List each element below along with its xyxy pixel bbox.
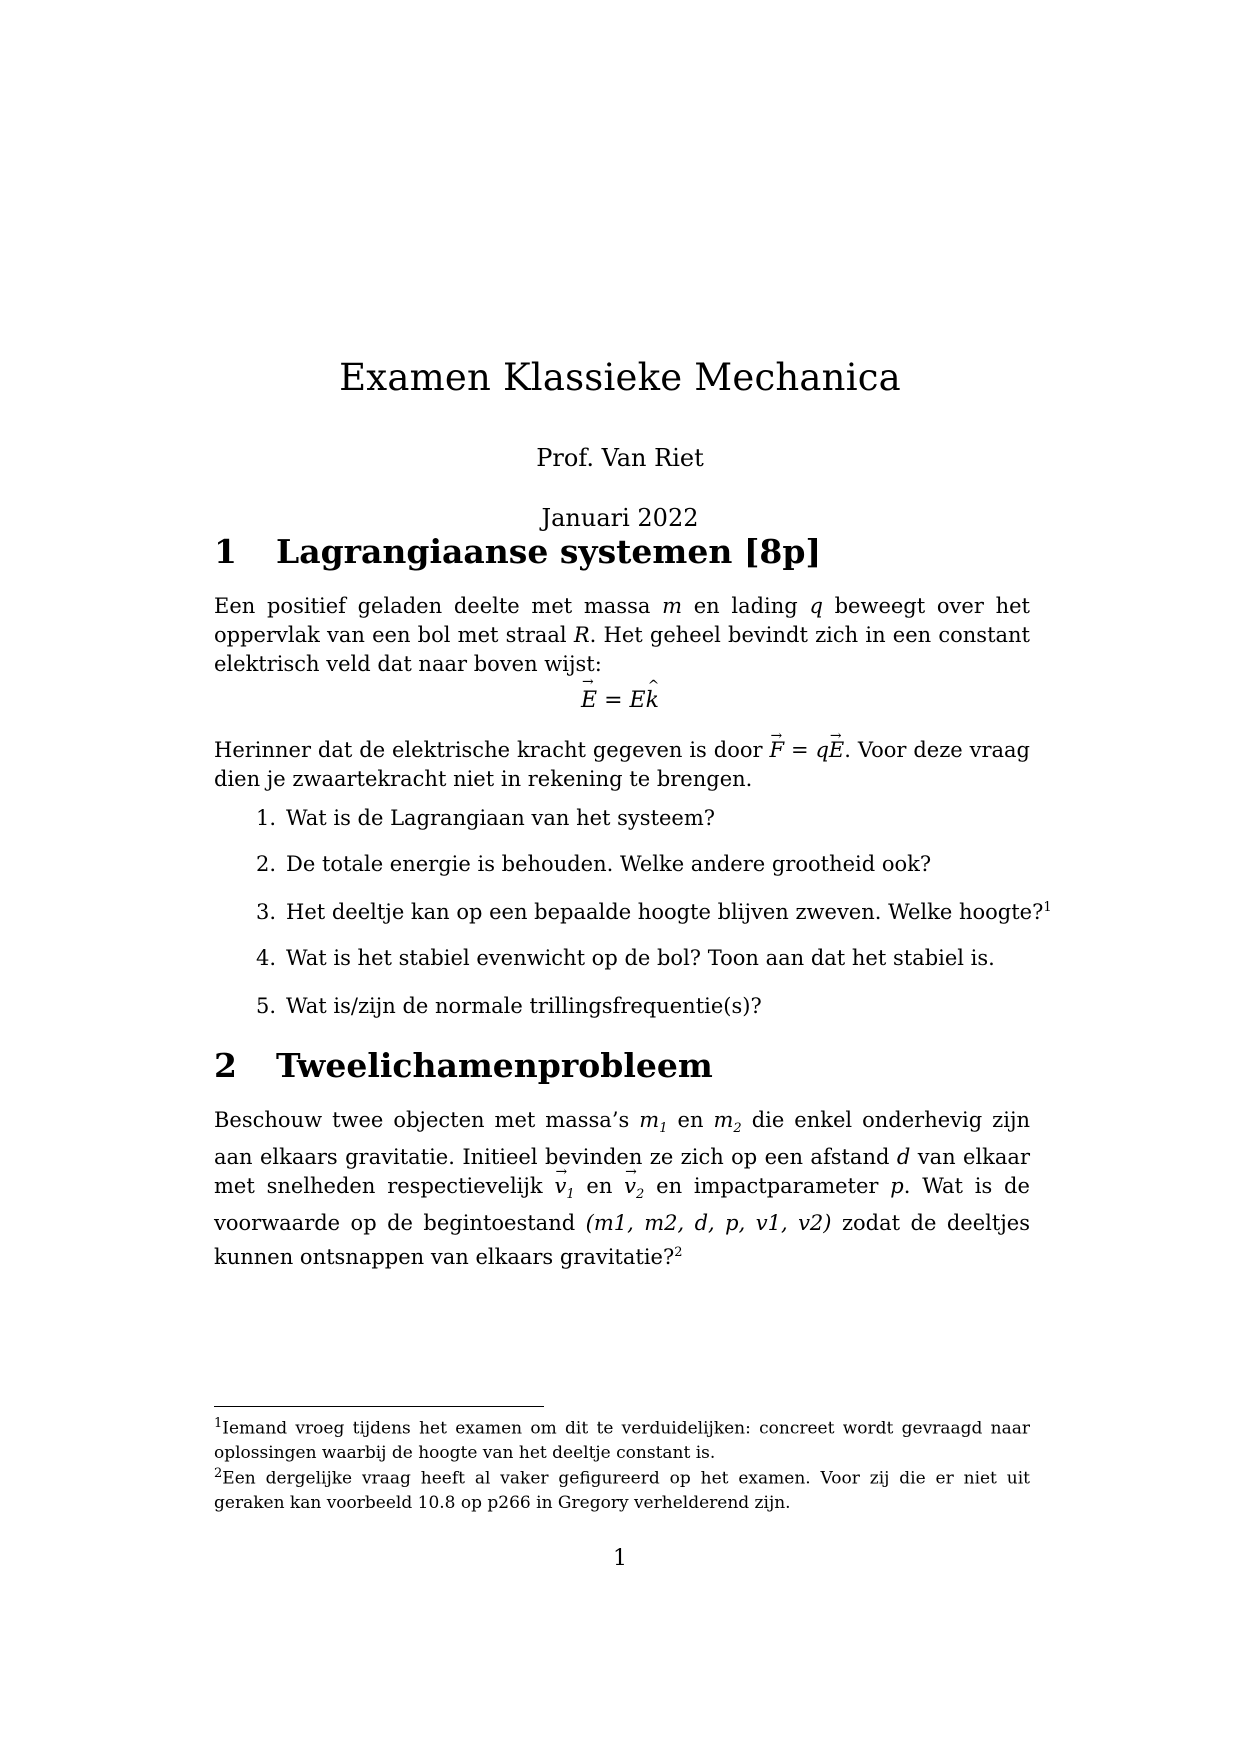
- footnote-ref-2: 2: [674, 1245, 683, 1261]
- question-item: 5. Wat is/zijn de normale trillingsfrequentie(s)?: [255, 994, 762, 1018]
- state-tuple: (m1, m2, d, p, v1, v2): [585, 1211, 832, 1236]
- electric-field-equation: → E = E^ k: [0, 688, 1240, 713]
- question-item: 4. Wat is het stabiel evenwicht op de bol? Toon aan dat het stabiel is.: [255, 946, 995, 970]
- section-1-recall: Herinner dat de elektrische kracht gegeven is door → F = q→ E. Voor deze vraag dien je zwaartekracht niet in rekening te brengen.: [214, 736, 1030, 794]
- question-item: 1. Wat is de Lagrangiaan van het systeem?: [255, 806, 716, 830]
- section-2-body: Beschouw twee objecten met massa’s $m_1$ en $m_2$ die enkel onderhevig zijn aan elkaars gravitatie. Initieel bevinden ze zich op een afstand d van elkaar met snelheden respectievelijk → $v_1$ en → $v_2$ en impactparameter p. Wat is de voorwaarde op de begintoestand (m1, m2, d, p, v1, v2) zodat de deeltjes kunnen ontsnappen van elkaars gravitatie?$^2$: [214, 1106, 1030, 1272]
- footnote-ref-1: 1: [1043, 900, 1052, 915]
- section-1-heading: [214, 532, 1034, 571]
- document-title: Examen Klassieke Mechanica: [339, 356, 901, 399]
- footnote-1: $^1$Iemand vroeg tijdens het examen om dit te verduidelijken: concreet wordt gevraagd naar oplossingen waarbij de hoogte van het deeltje constant is.: [214, 1416, 1030, 1463]
- section-1-intro: Een positief geladen deelte met massa m en lading q beweegt over het oppervlak van een bol met straal R. Het geheel bevindt zich in een constant elektrisch veld dat naar boven wijst:: [214, 594, 1030, 676]
- section-1-number: 1: [214, 532, 237, 571]
- section-2-number: 2: [214, 1046, 237, 1085]
- footnote-2: $^2$Een dergelijke vraag heeft al vaker gefigureerd op het examen. Voor zij die er niet uit geraken kan voorbeeld 10.8 op p266 in Gregory verhelderend zijn.: [214, 1466, 1030, 1513]
- question-item: 3. Het deeltje kan op een bepaalde hoogte blijven zweven. Welke hoogte?$^1$: [255, 900, 1052, 924]
- section-2-heading: [214, 1046, 1034, 1085]
- question-item: 2. De totale energie is behouden. Welke andere grootheid ook?: [255, 852, 932, 876]
- page-number: 1: [613, 1546, 627, 1571]
- section-1-title: Lagrangiaanse systemen [8p]: [276, 532, 822, 571]
- section-2-title: Tweelichamenprobleem: [276, 1046, 713, 1085]
- author: Prof. Van Riet: [536, 444, 704, 472]
- date: Januari 2022: [541, 504, 699, 532]
- footnote-divider: [214, 1406, 544, 1407]
